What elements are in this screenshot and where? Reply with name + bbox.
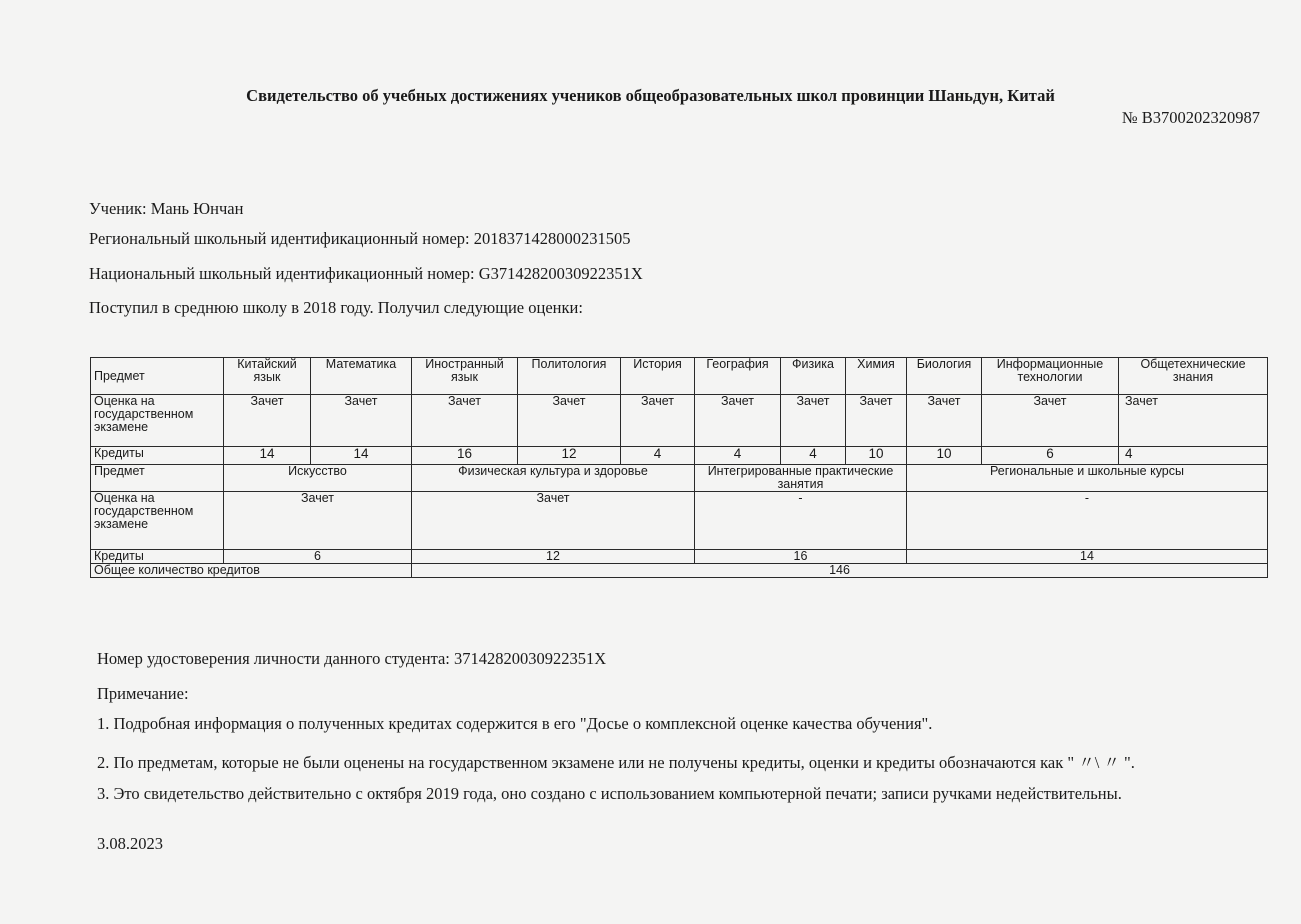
exam-grade: Зачет [1119, 395, 1268, 447]
subject-name: Китайский язык [224, 358, 311, 395]
subject-label: Предмет [91, 358, 224, 395]
exam-grade: Зачет [412, 492, 695, 550]
total-row [91, 564, 1268, 578]
subject-name: Математика [311, 358, 412, 395]
total-credits: 146 [412, 564, 1268, 578]
subject-name: Химия [846, 358, 907, 395]
exam-grade: Зачет [621, 395, 695, 447]
credits-value: 4 [781, 447, 846, 465]
credits-label: Кредиты [91, 550, 224, 564]
total-label: Общее количество кредитов [91, 564, 412, 578]
exam-grade: - [695, 492, 907, 550]
subject-row-top [91, 358, 1268, 395]
exam-grade: - [907, 492, 1268, 550]
grades-table [90, 357, 1268, 578]
subject-name: География [695, 358, 781, 395]
exam-grade: Зачет [412, 395, 518, 447]
id-card-number: Номер удостоверения личности данного студента: 37142820030922351X [97, 649, 607, 668]
subject-name: История [621, 358, 695, 395]
exam-grade: Зачет [846, 395, 907, 447]
regional-id: Региональный школьный идентификационный номер: 2018371428000231505 [89, 229, 631, 248]
credits-value: 10 [907, 447, 982, 465]
credits-row-top [91, 447, 1268, 465]
national-id: Национальный школьный идентификационный номер: G37142820030922351X [89, 264, 643, 283]
exam-row-top [91, 395, 1268, 447]
exam-grade: Зачет [982, 395, 1119, 447]
certificate-number: № B3700202320987 [1121, 108, 1260, 127]
subject-name: Политология [518, 358, 621, 395]
subject-name: Интегрированные практические занятия [695, 465, 907, 492]
subject-name: Искусство [224, 465, 412, 492]
exam-grade: Зачет [224, 395, 311, 447]
subject-label: Предмет [91, 465, 224, 492]
credits-value: 16 [412, 447, 518, 465]
subject-name: Физическая культура и здоровье [412, 465, 695, 492]
exam-row-bottom [91, 492, 1268, 550]
document-title: Свидетельство об учебных достижениях учеников общеобразовательных школ провинции Шаньдун, Китай [246, 86, 1055, 105]
note-item: 3. Это свидетельство действительно с октября 2019 года, оно создано с использованием компьютерной печати; записи ручками недействительны. [97, 784, 1122, 803]
credits-value: 12 [518, 447, 621, 465]
credits-value: 14 [224, 447, 311, 465]
note-title: Примечание: [97, 684, 189, 703]
exam-grade: Зачет [311, 395, 412, 447]
exam-grade: Зачет [695, 395, 781, 447]
subject-name: Иностранный язык [412, 358, 518, 395]
credits-label: Кредиты [91, 447, 224, 465]
credits-value: 14 [311, 447, 412, 465]
credits-value: 10 [846, 447, 907, 465]
exam-grade: Зачет [518, 395, 621, 447]
subject-name: Информационные технологии [982, 358, 1119, 395]
credits-value: 6 [982, 447, 1119, 465]
exam-grade: Зачет [907, 395, 982, 447]
credits-value: 6 [224, 550, 412, 564]
subject-name: Биология [907, 358, 982, 395]
credits-value: 4 [695, 447, 781, 465]
exam-grade: Зачет [224, 492, 412, 550]
subject-name: Физика [781, 358, 846, 395]
credits-value: 4 [1119, 447, 1268, 465]
credits-value: 16 [695, 550, 907, 564]
credits-value: 12 [412, 550, 695, 564]
exam-label: Оценка на государственном экзамене [91, 395, 224, 447]
subject-row-bottom [91, 465, 1268, 492]
credits-row-bottom [91, 550, 1268, 564]
note-item: 1. Подробная информация о полученных кредитах содержится в его "Досье о комплексной оценке качества обучения". [97, 714, 933, 733]
issue-date: 3.08.2023 [97, 834, 163, 853]
subject-name: Региональные и школьные курсы [907, 465, 1268, 492]
credits-value: 14 [907, 550, 1268, 564]
exam-grade: Зачет [781, 395, 846, 447]
note-item: 2. По предметам, которые не были оценены на государственном экзамене или не получены кредиты, оценки и кредиты обозначаются как " 〃\ 〃 ". [97, 753, 1135, 772]
student-name: Ученик: Мань Юнчан [89, 199, 244, 218]
credits-value: 4 [621, 447, 695, 465]
subject-name: Общетехнические знания [1119, 358, 1268, 395]
admission-text: Поступил в среднюю школу в 2018 году. Получил следующие оценки: [89, 298, 583, 317]
exam-label: Оценка на государственном экзамене [91, 492, 224, 550]
